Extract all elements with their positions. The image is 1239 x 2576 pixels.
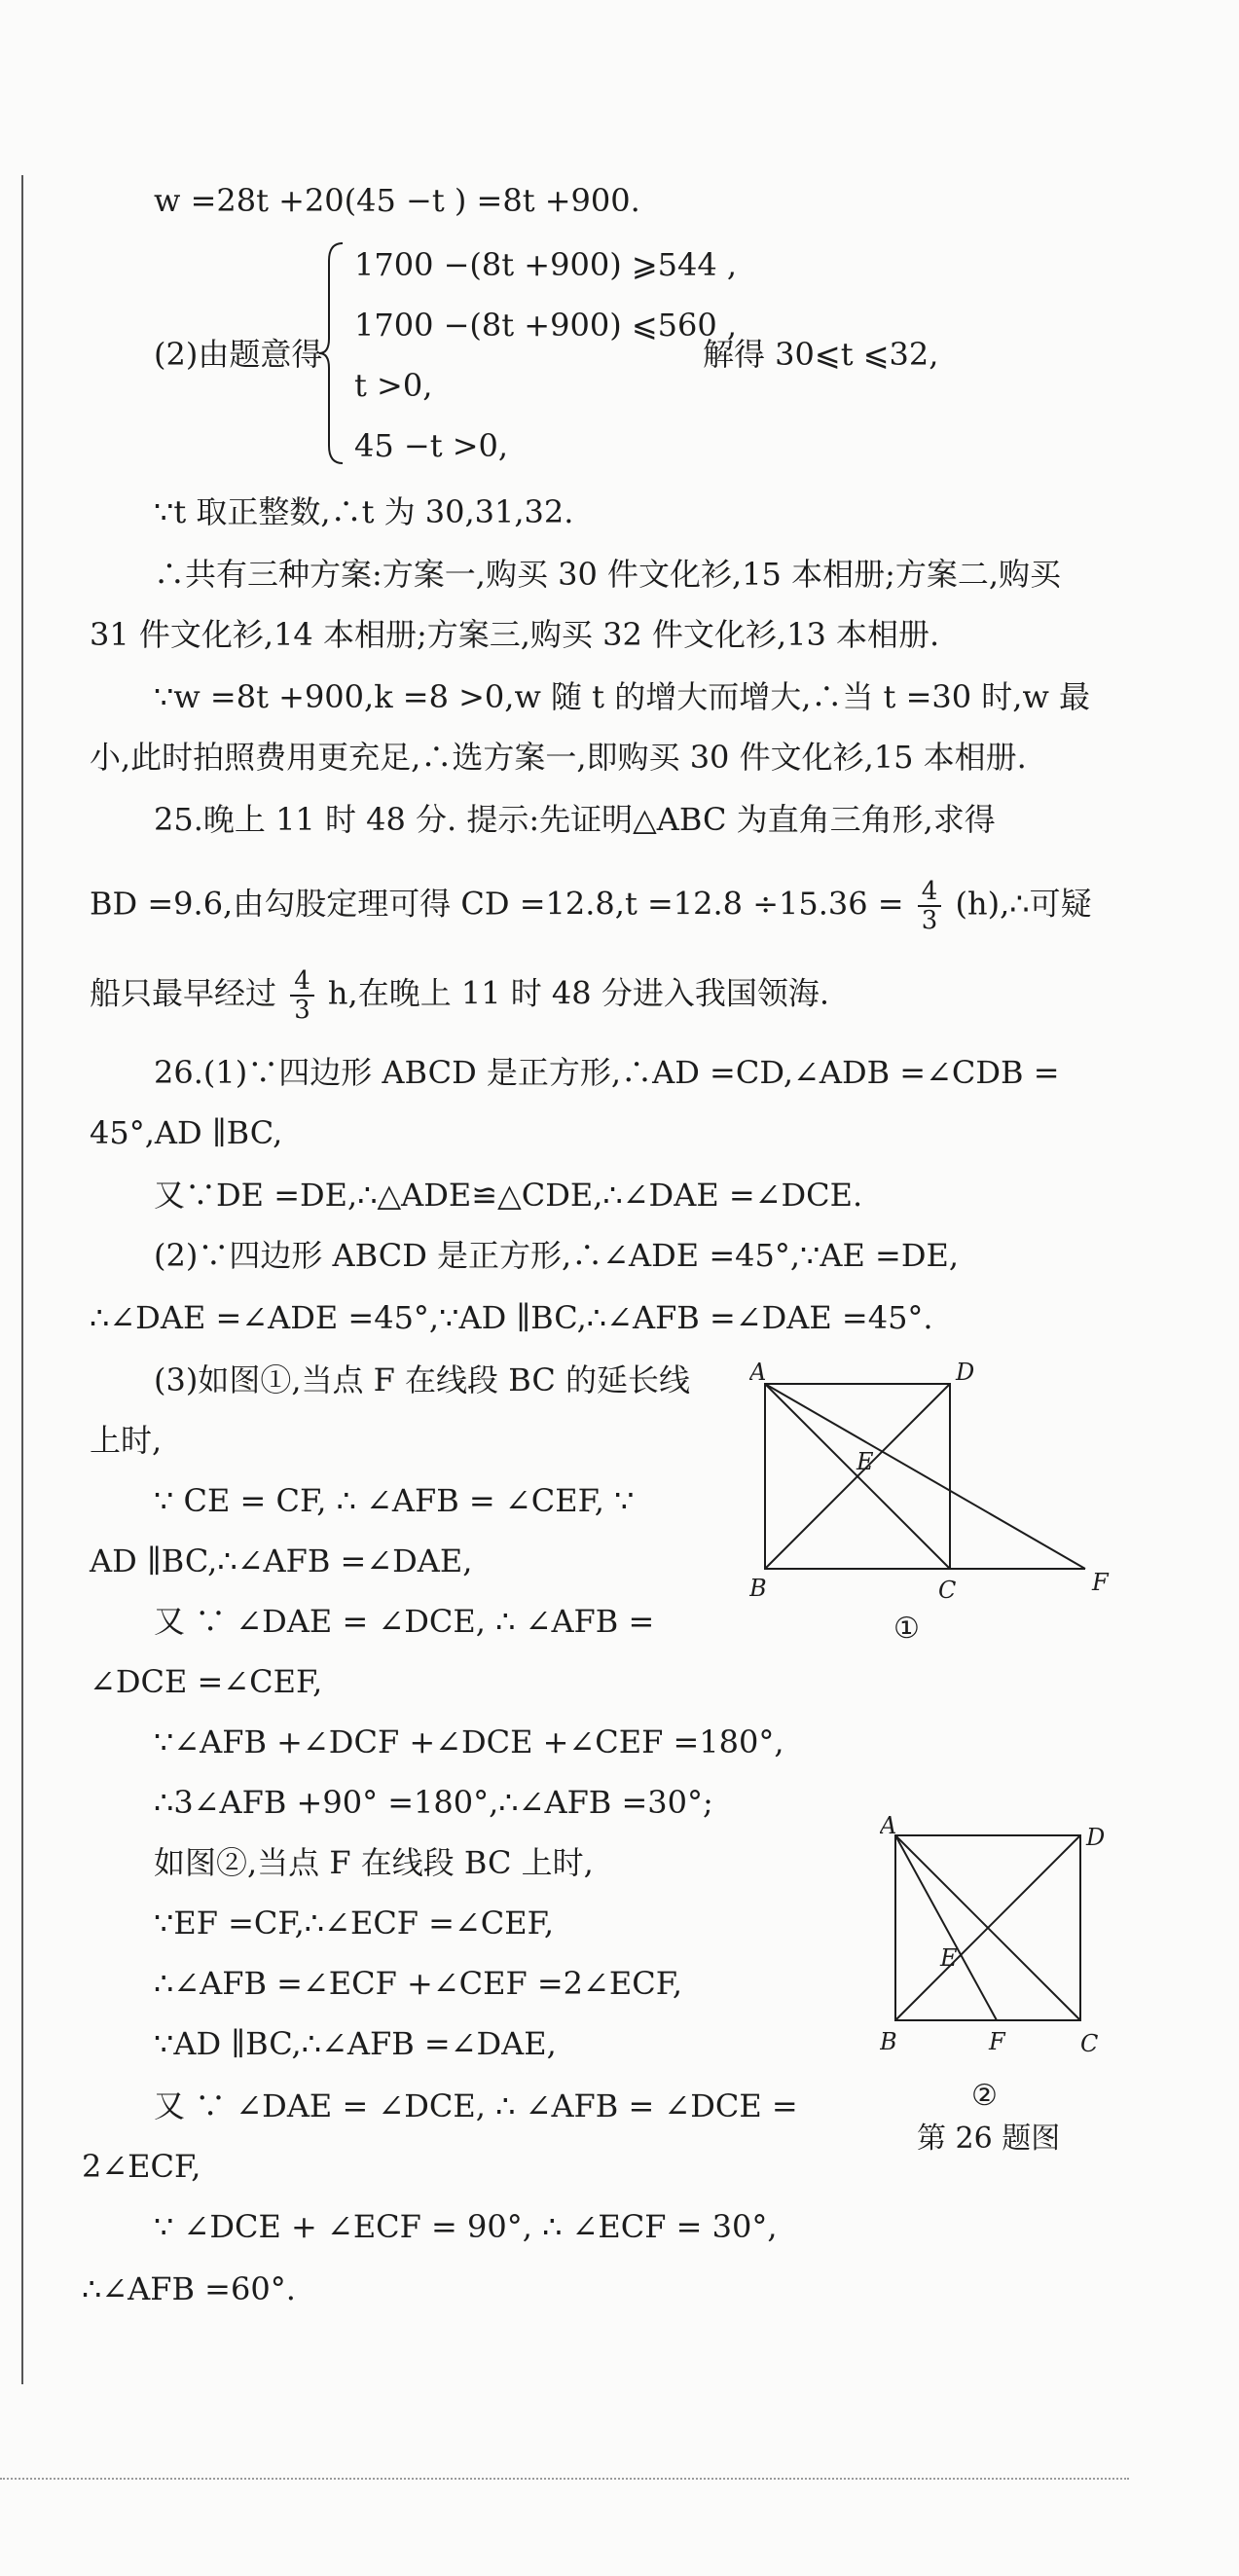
point-label: F xyxy=(989,2028,1005,2055)
figure-1-diagram xyxy=(749,1353,1148,1606)
text-segment: 船只最早经过 xyxy=(90,974,277,1012)
text-line: t >0, xyxy=(354,367,433,404)
text-line: (2)由题意得 xyxy=(154,336,323,373)
text-line: ∴∠DAE =∠ADE =45°,∵AD ∥BC,∴∠AFB =∠DAE =45°. xyxy=(90,1299,933,1336)
point-label: A xyxy=(880,1816,897,1839)
figure-2-diagram xyxy=(880,1816,1133,2069)
text-line: (2)∵四边形 ABCD 是正方形,∴∠ADE =45°,∵AE =DE, xyxy=(154,1237,960,1274)
left-margin-rule xyxy=(21,175,23,2384)
text-line: 又 ∵ ∠DAE = ∠DCE, ∴ ∠AFB = xyxy=(154,1603,655,1640)
text-line: ∵EF =CF,∴∠ECF =∠CEF, xyxy=(154,1905,555,1941)
text-line: 25.晚上 11 时 48 分. 提示:先证明△ABC 为直角三角形,求得 xyxy=(154,801,996,838)
text-line: ∵AD ∥BC,∴∠AFB =∠DAE, xyxy=(154,2025,557,2062)
text-line: 26.(1)∵四边形 ABCD 是正方形,∴AD =CD,∠ADB =∠CDB = xyxy=(154,1054,1060,1091)
point-label: D xyxy=(956,1359,975,1386)
text-line: ∠DCE =∠CEF, xyxy=(90,1663,323,1700)
text-line: 上时, xyxy=(90,1422,163,1459)
text-line: ∴∠AFB =∠ECF +∠CEF =2∠ECF, xyxy=(154,1965,683,2002)
text-line: 又∵DE =DE,∴△ADE≌△CDE,∴∠DAE =∠DCE. xyxy=(154,1177,863,1214)
text-segment: (h),∴可疑 xyxy=(955,885,1092,923)
bottom-dotted-rule xyxy=(0,2478,1129,2480)
text-line: (3)如图①,当点 F 在线段 BC 的延长线 xyxy=(154,1361,690,1398)
text-line: ∴∠AFB =60°. xyxy=(82,2270,296,2307)
text-line: ∴共有三种方案:方案一,购买 30 件文化衫,15 本相册;方案二,购买 xyxy=(154,556,1062,593)
text-line: ∵w =8t +900,k =8 >0,w 随 t 的增大而增大,∴当 t =30 时,w 最 xyxy=(154,678,1091,715)
text-line: 解得 30⩽t ⩽32, xyxy=(703,336,939,373)
text-line: ∵ ∠DCE + ∠ECF = 90°, ∴ ∠ECF = 30°, xyxy=(154,2208,778,2245)
fraction: $\frac{4}{3}$ xyxy=(290,967,314,1024)
text-line: ∵ CE = CF, ∴ ∠AFB = ∠CEF, ∵ xyxy=(154,1482,635,1519)
text-line: 31 件文化衫,14 本相册;方案三,购买 32 件文化衫,13 本相册. xyxy=(90,616,940,653)
text-line: 1700 −(8t +900) ⩽560 , xyxy=(354,307,738,344)
point-label: A xyxy=(749,1359,767,1386)
text-line: 2∠ECF, xyxy=(82,2148,201,2185)
figure-title: 第 26 题图 xyxy=(917,2122,1061,2156)
text-segment: h,在晚上 11 时 48 分进入我国领海. xyxy=(327,974,829,1012)
point-label: E xyxy=(940,1944,958,1972)
text-line: 又 ∵ ∠DAE = ∠DCE, ∴ ∠AFB = ∠DCE = xyxy=(154,2087,798,2124)
point-label: E xyxy=(856,1448,874,1475)
text-line: 45 −t >0, xyxy=(354,427,509,464)
text-line: AD ∥BC,∴∠AFB =∠DAE, xyxy=(90,1542,473,1579)
text-line: 小,此时拍照费用更充足,∴选方案一,即购买 30 件文化衫,15 本相册. xyxy=(90,739,1027,776)
text-line xyxy=(90,967,829,1024)
text-line xyxy=(90,878,1092,934)
text-line: ∵t 取正整数,∴t 为 30,31,32. xyxy=(154,493,574,530)
text-line: ∴3∠AFB +90° =180°,∴∠AFB =30°; xyxy=(154,1784,713,1821)
point-label: F xyxy=(1092,1569,1109,1596)
figure-2-caption: ② xyxy=(971,2079,998,2113)
text-line: 45°,AD ∥BC, xyxy=(90,1114,283,1151)
point-label: D xyxy=(1086,1824,1106,1851)
segment-af xyxy=(765,1384,1085,1569)
text-line: w =28t +20(45 −t ) =8t +900. xyxy=(154,182,640,219)
point-label: B xyxy=(880,2028,897,2055)
segment-af xyxy=(895,1835,997,2020)
point-label: B xyxy=(749,1575,767,1602)
text-line: 1700 −(8t +900) ⩾544 , xyxy=(354,246,738,283)
point-label: C xyxy=(938,1577,957,1604)
point-label: C xyxy=(1080,2030,1099,2057)
text-segment: BD =9.6,由勾股定理可得 CD =12.8,t =12.8 ÷15.36 = xyxy=(90,885,904,923)
figure-1-caption: ① xyxy=(893,1612,920,1646)
fraction: $\frac{4}{3}$ xyxy=(918,878,942,934)
text-line: ∵∠AFB +∠DCF +∠DCE +∠CEF =180°, xyxy=(154,1723,784,1760)
text-line: 如图②,当点 F 在线段 BC 上时, xyxy=(154,1844,594,1881)
